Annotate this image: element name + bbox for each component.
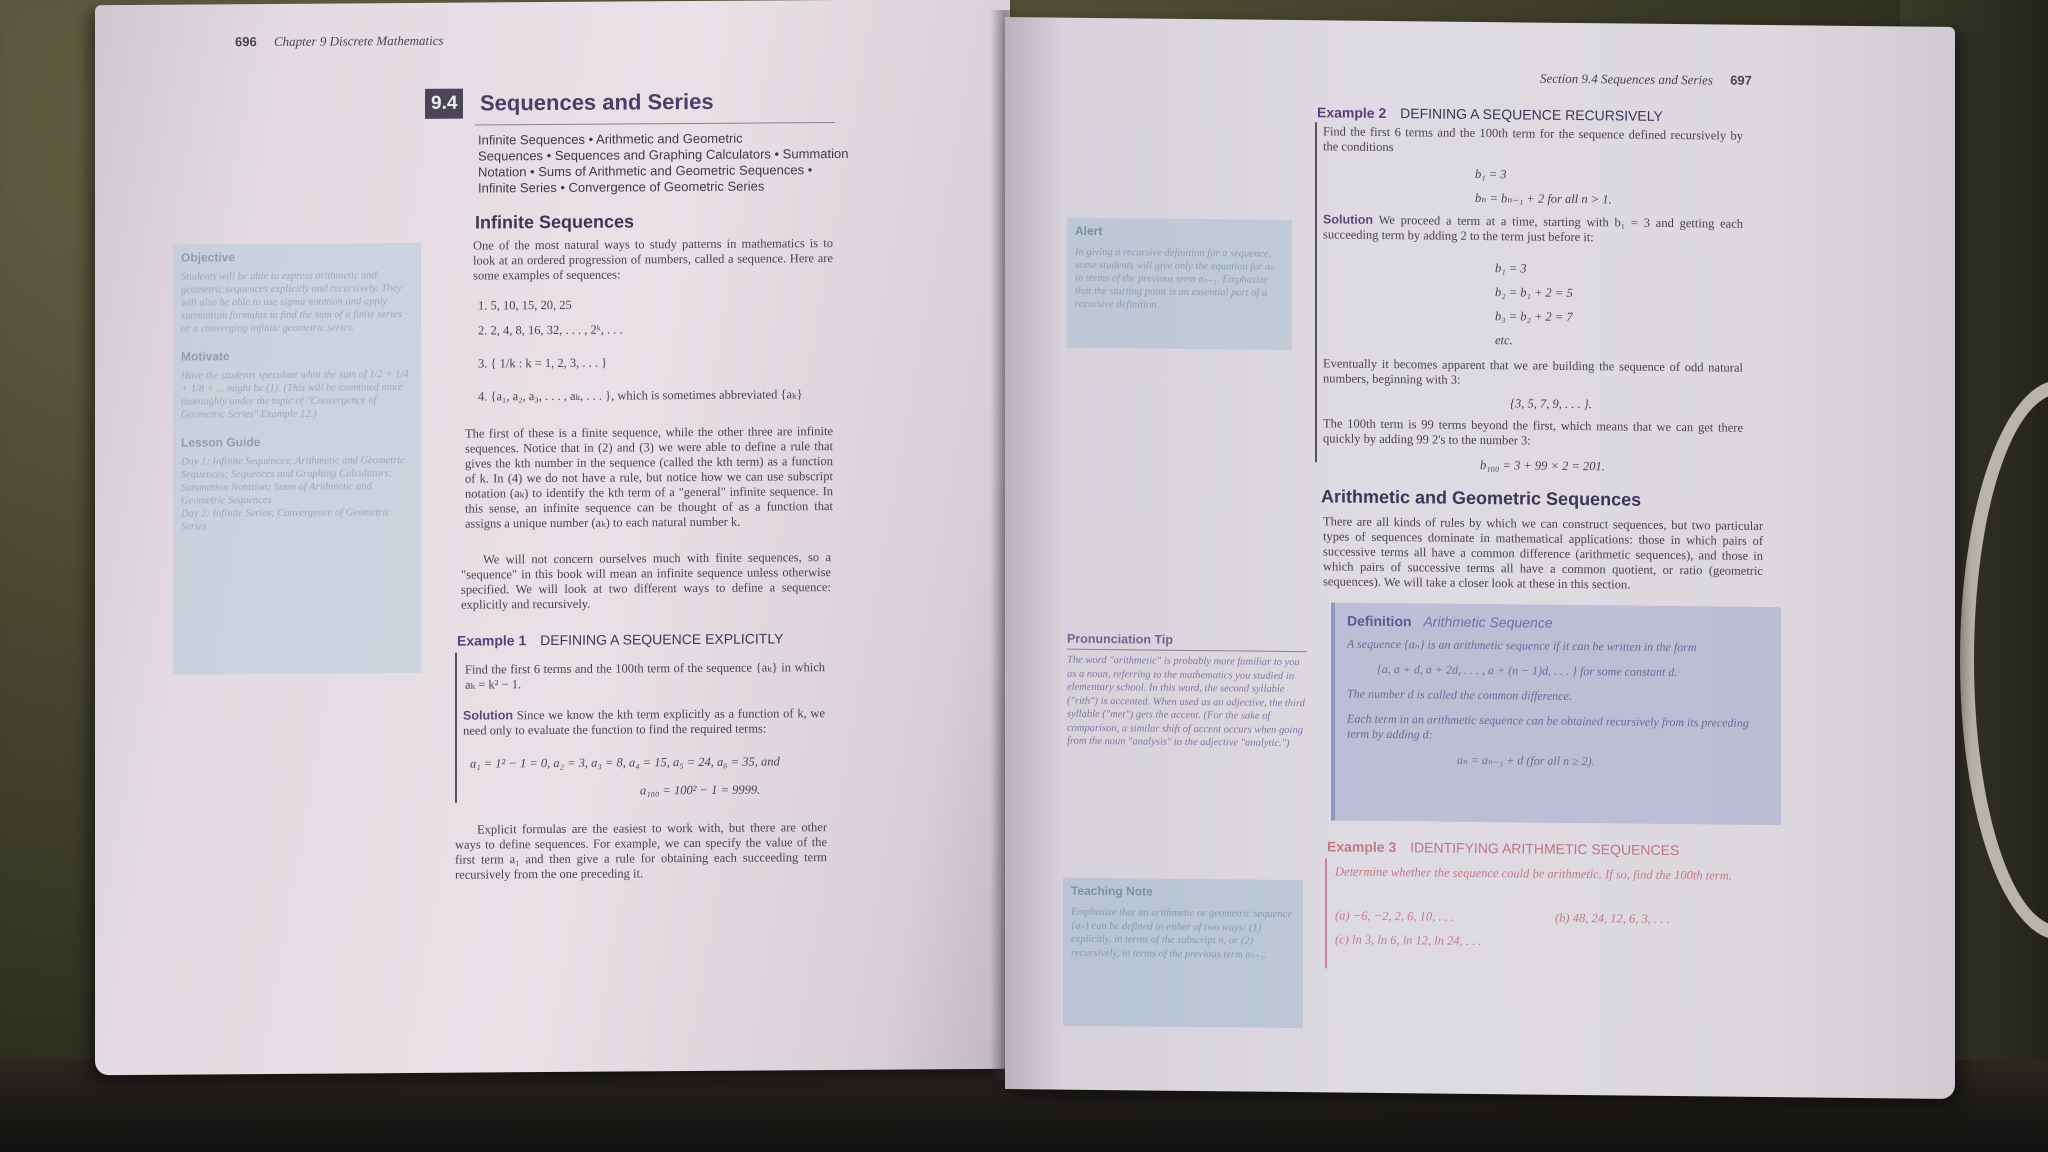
example-1-problem: Find the first 6 terms and the 100th term of the sequence {aₖ} in which aₖ = k² − 1. xyxy=(465,660,825,692)
sequence-example: 1. 5, 10, 15, 20, 25 xyxy=(478,297,572,313)
example-2-condition: b₁ = 3 xyxy=(1475,166,1507,182)
example-2-header xyxy=(1317,104,1663,124)
definition-label: Definition xyxy=(1347,612,1412,630)
explicit-formulas-paragraph: Explicit formulas are the easiest to work with, but there are other ways to define sequences. For example, we can specify the value of the first term a₁ and then give a rule for obtaining each succeeding term recursively from the one preceding it. xyxy=(455,820,827,882)
example-2-rule xyxy=(1315,122,1317,462)
example-3-part-b: (b) 48, 24, 12, 6, 3, . . . xyxy=(1555,910,1670,926)
section-title: Sequences and Series xyxy=(480,88,714,116)
left-page xyxy=(95,0,1010,1075)
alert-heading: Alert xyxy=(1075,223,1103,239)
example-2-eventually: Eventually it becomes apparent that we are building the sequence of odd natural numbers, beginning with 3: xyxy=(1323,356,1743,387)
example-3-problem: Determine whether the sequence could be arithmetic. If so, find the 100th term. xyxy=(1335,864,1732,883)
example-3-part-c: (c) ln 3, ln 6, ln 12, ln 24, . . . xyxy=(1335,932,1482,949)
left-page-header xyxy=(235,33,444,50)
teaching-note xyxy=(1063,878,1303,1029)
example-3-label: Example 3 xyxy=(1327,838,1397,856)
recursive-step: b₃ = b₂ + 2 = 7 xyxy=(1495,309,1573,324)
example-3-rule xyxy=(1325,858,1327,968)
topic-line: Sequences • Sequences and Graphing Calculators • Summation xyxy=(478,145,849,164)
definition-text: A sequence {aₙ} is an arithmetic sequence if it can be written in the form xyxy=(1347,636,1697,655)
motivate-heading: Motivate xyxy=(181,349,230,364)
recursive-step: b₂ = b₁ + 2 = 5 xyxy=(1495,285,1573,300)
finite-infinite-paragraph: The first of these is a finite sequence, while the other three are infinite sequences. Notice that in (2) and (3) we were able to define a rule that gives the kth number in the sequence (called the kth term) as a function of k. In (4) we do not have a rule, but notice how we can use subscript notation (aₖ) to identify the kth term of a "general" infinite sequence. In this sense, an infinite sequence can be thought of as a function that assigns a unique number (aₖ) to each natural number k. xyxy=(465,424,833,531)
recursive-rule: aₙ = aₙ₋₁ + d (for all n ≥ 2). xyxy=(1457,752,1595,769)
recursive-step: etc. xyxy=(1495,333,1513,348)
b100-equation: b₁₀₀ = 3 + 99 × 2 = 201. xyxy=(1480,458,1605,474)
definition-form: {a, a + d, a + 2d, . . . , a + (n − 1)d, . . . } for some constant d. xyxy=(1377,661,1678,680)
pronunciation-rule xyxy=(1067,649,1307,653)
margin-notes xyxy=(173,243,421,675)
sequence-example: 4. {a₁, a₂, a₃, . . . , aₖ, . . . }, which is sometimes abbreviated {aₖ} xyxy=(478,387,803,404)
pronunciation-text: The word "arithmetic" is probably more familiar to you as a noun, referring to the mathematics you studied in elementary school. In this word, the second syllable ("rith") is accented. When used as an adjective, the third syllable ("met") gets the accent. (For the sake of comparison, a similar shift of accent occurs when going from the noun "analysis" to the adjective "analytic.") xyxy=(1067,654,1305,750)
infinite-sequences-heading: Infinite Sequences xyxy=(475,211,635,233)
teaching-note-heading: Teaching Note xyxy=(1071,883,1153,899)
section-number-badge: 9.4 xyxy=(425,89,463,119)
example-2-solution-label: Solution xyxy=(1323,212,1373,227)
example-1-header xyxy=(457,630,783,648)
motivate-text: Have the students speculate what the sum of 1/2 + 1/4 + 1/8 + ... might be (1). (This will be examined more thoroughly under the topic of "Convergence of Geometric Series" Example 12.) xyxy=(181,369,409,421)
left-page-number: 696 xyxy=(235,34,257,50)
topic-line: Infinite Series • Convergence of Geometric Series xyxy=(478,178,765,196)
example-1-label: Example 1 xyxy=(457,632,527,649)
right-page xyxy=(1005,17,1955,1099)
topic-line: Notation • Sums of Arithmetic and Geometric Sequences • xyxy=(478,162,813,180)
teaching-note-text: Emphasize that an arithmetic or geometric sequence {aₙ} can be defined in either of two ways: (1) explicitly, in terms of the subscript n, or (2) recursively, in terms of the previous term aₙ₋₁. xyxy=(1071,906,1293,961)
alert-text: In giving a recursive definition for a sequence, some students will give only the equation for aₙ in terms of the previous term aₙ₋₁. Emphasize that the starting point is an essential part of a recursive definition. xyxy=(1075,246,1275,311)
lesson-guide-heading: Lesson Guide xyxy=(181,435,261,450)
sequence-example: 3. { 1/k : k = 1, 2, 3, . . . } xyxy=(478,355,608,371)
example-2-solution xyxy=(1323,212,1743,246)
objective-heading: Objective xyxy=(181,250,236,265)
example-2-problem: Find the first 6 terms and the 100th term for the sequence defined recursively by the conditions xyxy=(1323,124,1743,155)
alert-box xyxy=(1067,218,1292,350)
right-section-title: Section 9.4 Sequences and Series xyxy=(1540,70,1713,88)
example-2-hundredth: The 100th term is 99 terms beyond the first, which means that we can get there quickly by adding 99 2's to the number 3: xyxy=(1323,416,1743,448)
objective-text: Students will be able to express arithmetic and geometric sequences explicitly and recursively. They will also be able to use sigma notation and apply summation formulas to find the sum of a finite series or a converging infinite geometric series. xyxy=(181,270,402,335)
section-topics xyxy=(478,129,948,196)
arith-geo-text: There are all kinds of rules by which we can construct sequences, but two particular types of sequences dominate in mathematical applications: those in which pairs of successive terms all have a common difference (arithmetic sequences), and those in which pairs of successive terms all have a common quotient, or ratio (geometric sequences). We will take a closer look at these in this section. xyxy=(1323,514,1763,592)
example-3-title: IDENTIFYING ARITHMETIC SEQUENCES xyxy=(1410,839,1680,859)
right-page-header xyxy=(1540,71,1752,89)
definition-name: Arithmetic Sequence xyxy=(1423,613,1553,631)
example-2-title: DEFINING A SEQUENCE RECURSIVELY xyxy=(1400,105,1663,124)
example-2-solution-text: We proceed a term at a time, starting with b₁ = 3 and getting each succeeding term by adding 2 to the term just before it: xyxy=(1323,212,1743,245)
example-2-condition: bₙ = bₙ₋₁ + 2 for all n > 1. xyxy=(1475,190,1612,207)
explicit-recursive-paragraph: We will not concern ourselves much with finite sequences, so a "sequence" in this book will mean an infinite sequence unless otherwise specified. We will look at two different ways to define a sequence: explicitly and recursively. xyxy=(461,550,831,612)
right-page-number: 697 xyxy=(1730,72,1752,88)
lesson-guide-text: Day 1: Infinite Sequences; Arithmetic and Geometric Sequences; Sequences and Graphing Calculators; Summation Notation; Sums of Arithmetic and Geometric Sequences Day 2: Infinite Series; Convergence of Geometric Series xyxy=(181,455,405,533)
odd-sequence: {3, 5, 7, 9, . . . }. xyxy=(1510,396,1592,412)
common-difference-text: The number d is called the common difference. xyxy=(1347,686,1572,703)
sequence-example: 2. 2, 4, 8, 16, 32, . . . , 2ᵏ, . . . xyxy=(478,322,623,338)
left-chapter-title: Chapter 9 Discrete Mathematics xyxy=(273,32,444,49)
definition-box xyxy=(1331,602,1781,825)
recursive-rule-text: Each term in an arithmetic sequence can be obtained recursively from its preceding term by adding d: xyxy=(1347,711,1749,742)
topic-line: Infinite Sequences • Arithmetic and Geometric xyxy=(478,130,743,148)
example-1-rule xyxy=(455,653,457,803)
arith-geo-heading: Arithmetic and Geometric Sequences xyxy=(1321,486,1642,510)
definition-header xyxy=(1347,613,1769,633)
example-2-steps xyxy=(1495,256,1573,353)
example-1-solution-text: Since we know the kth term explicitly as a function of k, we need only to evaluate the function to find the required terms: xyxy=(463,706,825,738)
example-1-solution xyxy=(463,706,825,739)
pronunciation-tip xyxy=(1067,632,1307,751)
title-rule xyxy=(475,122,835,126)
sequence-example-list xyxy=(478,296,838,405)
recursive-step: b₁ = 3 xyxy=(1495,261,1527,276)
example-2-label: Example 2 xyxy=(1317,104,1387,122)
example-1-solution-label: Solution xyxy=(463,708,513,723)
example-1-equation: a₁ = 1² − 1 = 0, a₂ = 3, a₃ = 8, a₄ = 15, a₅ = 24, a₆ = 35, and xyxy=(470,754,780,771)
example-3-header xyxy=(1327,838,1679,858)
example-3-part-a: (a) −6, −2, 2, 6, 10, . . . xyxy=(1335,908,1454,924)
pronunciation-heading: Pronunciation Tip xyxy=(1067,631,1174,647)
example-1-title: DEFINING A SEQUENCE EXPLICITLY xyxy=(540,630,784,649)
infinite-sequences-intro: One of the most natural ways to study patterns in mathematics is to look at an ordered progression of numbers, called a sequence. Here are some examples of sequences: xyxy=(473,236,833,283)
example-1-equation-100: a₁₀₀ = 100² − 1 = 9999. xyxy=(640,782,761,798)
